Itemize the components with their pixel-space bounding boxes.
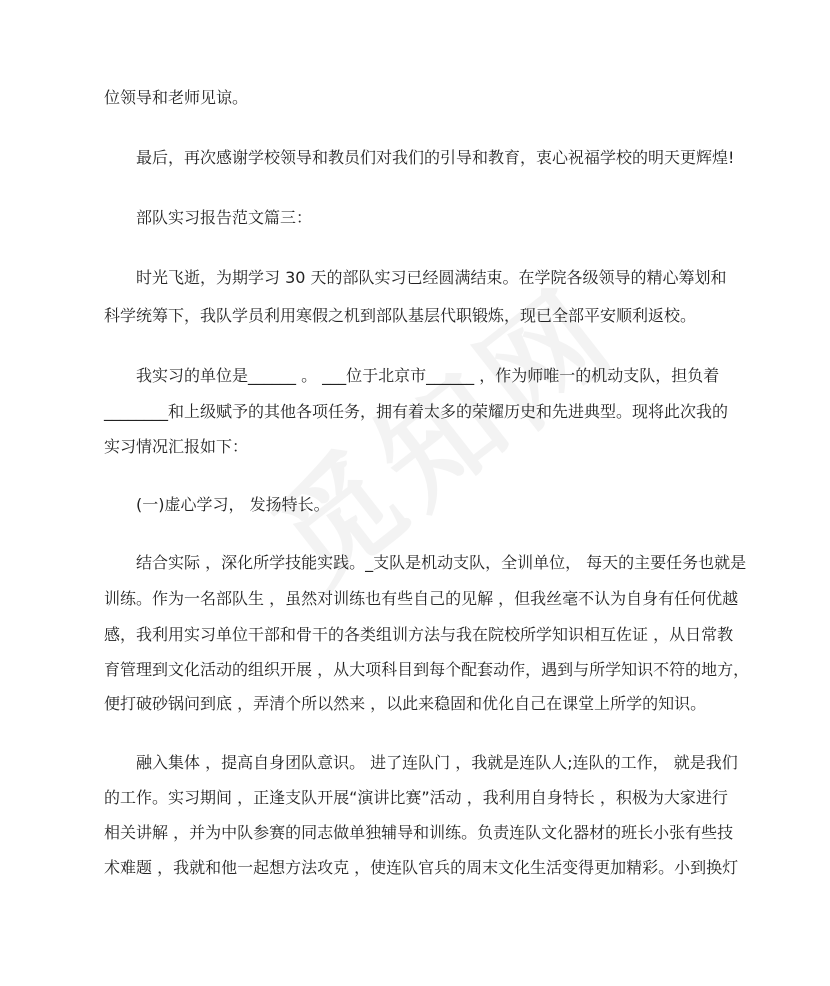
text-line: 我实习的单位是______ 。 ___位于北京市______ ，作为师唯一的机动支队，担负着 — [136, 366, 720, 385]
text-line: 便打破砂锅问到底 ，弄清个所以然来 ，以此来稳固和优化自己在课堂上所学的知识。 — [104, 694, 707, 713]
text-line: 最后，再次感谢学校领导和教员们对我们的引导和教育，衷心祝福学校的明天更辉煌! — [136, 148, 735, 167]
subsection-heading: (一)虚心学习， 发扬特长。 — [136, 495, 330, 514]
text-line: ________和上级赋予的其他各项任务，拥有着太多的荣耀历史和先进典型。现将此次我的 — [104, 402, 729, 421]
text-line: 相关讲解 ，并为中队参赛的同志做单独辅导和训练。负责连队文化器材的班长小张有些技 — [104, 823, 734, 842]
text-line: 育管理到文化活动的组织开展 ，从大项科目到每个配套动作，遇到与所学知识不符的地方， — [104, 660, 750, 679]
text-line: 的工作。实习期间 ，正逢支队开展“演讲比赛”活动 ，我利用自身特长 ，积极为大家进行 — [104, 788, 728, 807]
text-line: 感，我利用实习单位干部和骨干的各类组训方法与我在院校所学知识相互佐证 ，从日常教 — [104, 625, 734, 644]
text-line: 位领导和老师见谅。 — [104, 88, 249, 107]
text-line: 融入集体 ，提高自身团队意识。 进了连队门 ，我就是连队人;连队的工作， 就是我们 — [136, 753, 738, 772]
text-line: 时光飞逝，为期学习 30 天的部队实习已经圆满结束。在学院各级领导的精心筹划和 — [136, 268, 727, 287]
text-line: 科学统筹下，我队学员利用寒假之机到部队基层代职锻炼，现已全部平安顺利返校。 — [104, 306, 697, 325]
text-line: 术难题 ，我就和他一起想方法攻克 ，使连队官兵的周末文化生活变得更加精彩。小到换灯 — [104, 858, 739, 877]
text-line: 结合实际 ，深化所学技能实践。_支队是机动支队，全训单位， 每天的主要任务也就是 — [136, 553, 747, 572]
text-line: 实习情况汇报如下： — [104, 437, 249, 456]
section-heading: 部队实习报告范文篇三： — [136, 208, 313, 227]
text-line: 训练。作为一名部队生 ，虽然对训练也有些自己的见解 ，但我丝毫不认为自身有任何优越 — [104, 589, 739, 608]
